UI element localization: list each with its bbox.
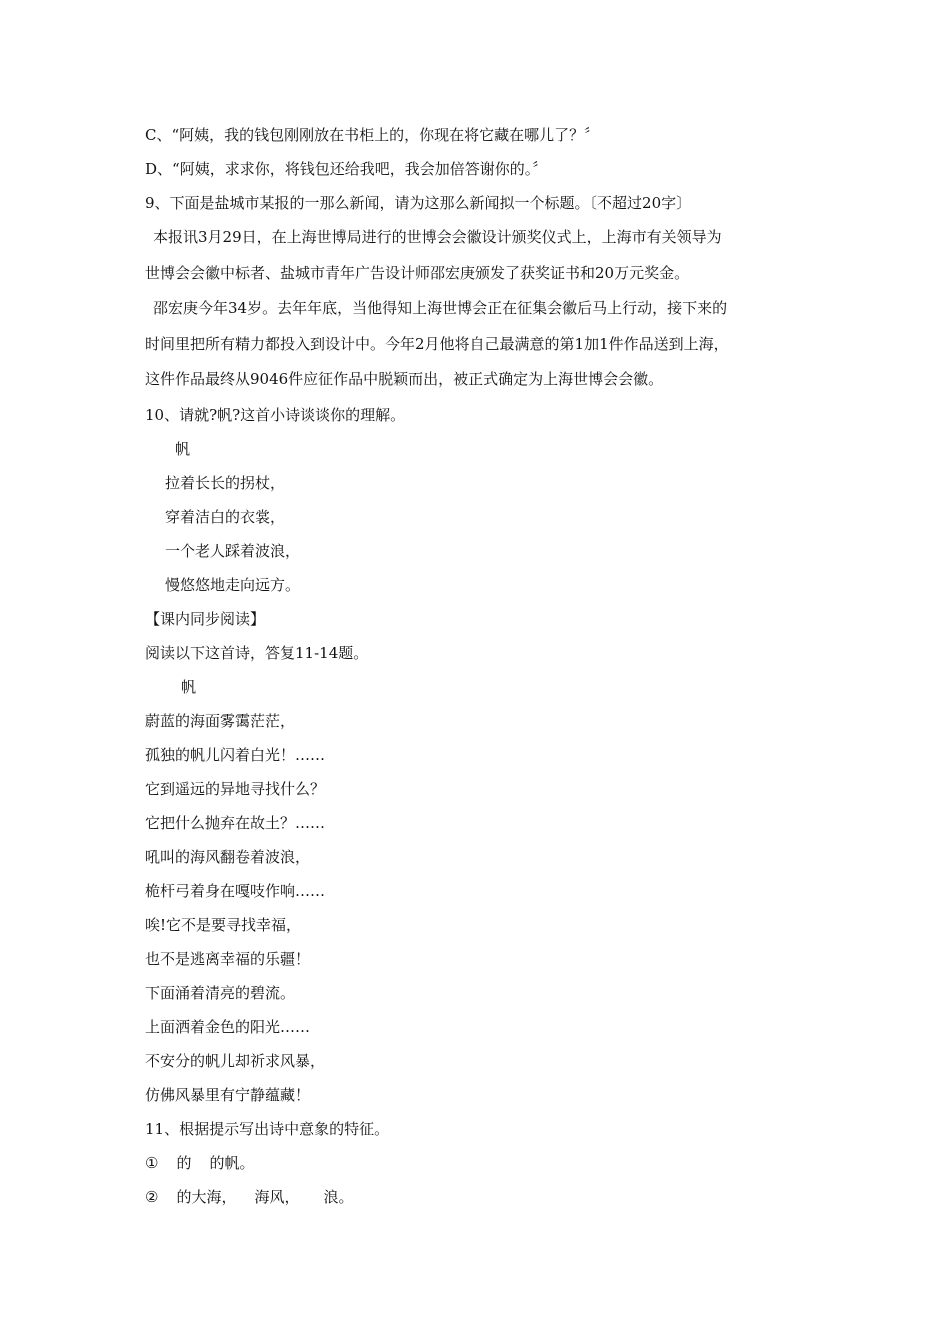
news-paragraph-1-cont: 世博会会徽中标者、盐城市青年广告设计师邵宏庚颁发了获奖证书和20万元奖金。 <box>145 263 690 282</box>
blank-text-1: 的大海， <box>176 1187 237 1206</box>
option-d: D、“阿姨，求求你，将钱包还给我吧，我会加倍答谢你的。〞 <box>145 160 548 178</box>
item-marker: ① <box>145 1153 159 1172</box>
blank-suffix: 的帆。 <box>209 1153 255 1172</box>
document-body <box>145 118 825 1214</box>
poem-2-line: 上面洒着金色的阳光…… <box>145 1017 311 1036</box>
question-11-item-1 <box>145 1146 825 1180</box>
poem-2-line: 孤独的帆儿闪着白光！…… <box>145 745 326 764</box>
question-11-item-2 <box>145 1180 825 1214</box>
poem-2-line: 也不是逃离幸福的乐疆！ <box>145 949 311 968</box>
blank-prefix: 的 <box>176 1153 192 1172</box>
reading-instruction: 阅读以下这首诗，答复11-14题。 <box>145 643 369 662</box>
poem-1-line: 慢悠悠地走向远方。 <box>165 575 301 594</box>
poem-2-line: 不安分的帆儿却祈求风暴， <box>145 1051 326 1070</box>
news-paragraph-1: 本报讯3月29日，在上海世博局进行的世博会会徽设计颁奖仪式上，上海市有关领导为 <box>153 228 722 246</box>
poem-1-line: 穿着洁白的衣裳， <box>165 507 286 526</box>
question-11: 11、根据提示写出诗中意象的特征。 <box>145 1119 390 1138</box>
section-heading: 【课内同步阅读】 <box>145 609 266 628</box>
poem-2-line: 下面涌着清亮的碧流。 <box>145 983 296 1002</box>
blank-text-3: 浪。 <box>323 1187 354 1206</box>
blank-text-2: 海风， <box>254 1187 300 1206</box>
poem-2-line: 桅杆弓着身在嘎吱作响…… <box>145 881 326 900</box>
poem-2-line: 它到遥远的异地寻找什么？ <box>145 779 326 798</box>
poem-2-line: 蔚蓝的海面雾霭茫茫， <box>145 711 296 730</box>
poem-2-title: 帆 <box>181 677 197 696</box>
poem-1-line: 一个老人踩着波浪， <box>165 541 301 560</box>
poem-2-line: 唉!它不是要寻找幸福， <box>145 915 302 934</box>
poem-2-line: 仿佛风暴里有宁静蕴藏！ <box>145 1085 311 1104</box>
question-9: 9、下面是盐城市某报的一那么新闻，请为这那么新闻拟一个标题。〔不超过20字〕 <box>145 194 692 212</box>
question-10: 10、请就?帆?这首小诗谈谈你的理解。 <box>145 405 406 424</box>
poem-1-line: 拉着长长的拐杖， <box>165 473 286 492</box>
poem-1-title: 帆 <box>175 439 191 458</box>
news-paragraph-2-end: 这件作品最终从9046件应征作品中脱颖而出，被正式确定为上海世博会会徽。 <box>145 370 664 388</box>
option-c: C、“阿姨，我的钱包刚刚放在书柜上的，你现在将它藏在哪儿了？〞 <box>145 126 600 144</box>
item-marker: ② <box>145 1187 159 1206</box>
news-paragraph-2: 邵宏庚今年34岁。去年年底，当他得知上海世博会正在征集会徽后马上行动，接下来的 <box>153 299 728 317</box>
news-paragraph-2-cont: 时间里把所有精力都投入到设计中。今年2月他将自己最满意的第1加1件作品送到上海， <box>145 334 729 353</box>
poem-2-line: 它把什么抛弃在故土？…… <box>145 813 326 832</box>
poem-2-line: 吼叫的海风翻卷着波浪， <box>145 847 311 866</box>
